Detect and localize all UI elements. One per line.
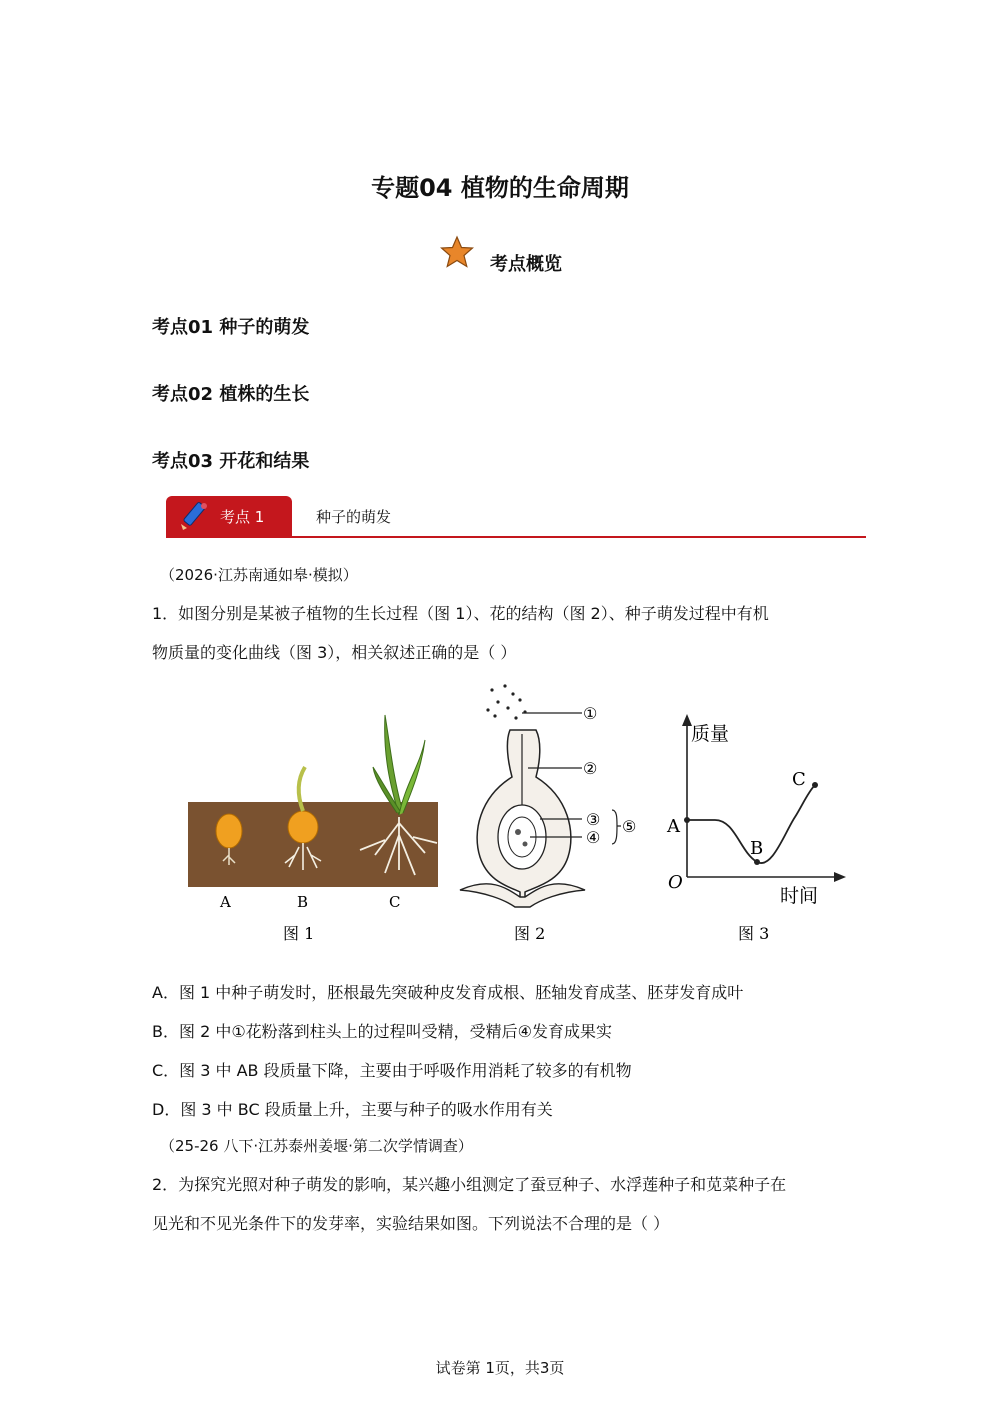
banner-divider — [166, 536, 866, 538]
brace — [612, 810, 621, 844]
label-1: ① — [583, 704, 598, 723]
q2-stem-line2: 见光和不见光条件下的发芽率，实验结果如图。下列说法不合理的是（ ） — [152, 1214, 670, 1233]
figure-2 — [450, 682, 650, 955]
q1-stem-line1: 1．如图分别是某被子植物的生长过程（图 1）、花的结构（图 2）、种子萌发过程中有机 — [152, 604, 769, 623]
q1-source: （2026·江苏南通如皋·模拟） — [160, 566, 358, 584]
overview-header — [440, 228, 562, 276]
y-axis-label: 质量 — [691, 723, 730, 745]
fig3-caption: 图 3 — [738, 924, 770, 943]
overview-label: 考点概览 — [490, 254, 562, 275]
point-01: 考点01 种子的萌发 — [152, 317, 310, 338]
q2-source: （25-26 八下·江苏泰州姜堰·第二次学情调查） — [160, 1137, 473, 1155]
q2-stem-line1: 2．为探究光照对种子萌发的影响，某兴趣小组测定了蚕豆种子、水浮莲种子和苋菜种子在 — [152, 1175, 787, 1194]
pollen-grains — [486, 684, 526, 719]
label-5: ⑤ — [622, 817, 637, 836]
q2-stem — [152, 1165, 852, 1243]
point-c — [812, 782, 818, 788]
q1-stem — [152, 594, 852, 672]
pencil-icon — [178, 500, 212, 534]
figure-1 — [185, 705, 445, 955]
star-icon — [440, 235, 474, 269]
section-banner — [166, 496, 866, 538]
origin-label: O — [668, 872, 683, 893]
point-02: 考点02 植株的生长 — [152, 384, 310, 405]
point-c-label: C — [792, 769, 806, 790]
fig1-label-c: C — [389, 893, 401, 911]
q1-stem-line2: 物质量的变化曲线（图 3），相关叙述正确的是（ ） — [152, 643, 517, 662]
q1-option-c: C．图 3 中 AB 段质量下降，主要由于呼吸作用消耗了较多的有机物 — [152, 1061, 632, 1080]
point-b — [754, 859, 760, 865]
fig1-label-b: B — [297, 893, 309, 911]
label-3: ③ — [586, 810, 601, 829]
fig2-caption: 图 2 — [514, 924, 546, 943]
label-2: ② — [583, 759, 598, 778]
point-b-label: B — [750, 838, 764, 859]
label-4: ④ — [586, 828, 601, 847]
point-03: 考点03 开花和结果 — [152, 451, 310, 472]
figure-3 — [660, 712, 860, 955]
fig1-caption: 图 1 — [283, 924, 315, 943]
q1-option-b: B．图 2 中①花粉落到柱头上的过程叫受精，受精后④发育成果实 — [152, 1022, 613, 1041]
point-a — [684, 817, 690, 823]
banner-tag — [166, 496, 292, 536]
point-a-label: A — [667, 816, 680, 837]
x-axis-label: 时间 — [780, 885, 819, 907]
q1-option-a: A．图 1 中种子萌发时，胚根最先突破种皮发育成根、胚轴发育成茎、胚芽发育成叶 — [152, 983, 744, 1002]
page-title: 专题04 植物的生命周期 — [371, 174, 629, 202]
q1-option-d: D．图 3 中 BC 段质量上升，主要与种子的吸水作用有关 — [152, 1100, 553, 1119]
banner-tag-label: 考点 1 — [220, 508, 265, 526]
fig1-label-a: A — [220, 893, 231, 911]
page-footer: 试卷第 1页，共3页 — [435, 1359, 565, 1377]
x-axis-arrow — [834, 872, 846, 882]
banner-title: 种子的萌发 — [316, 508, 392, 526]
